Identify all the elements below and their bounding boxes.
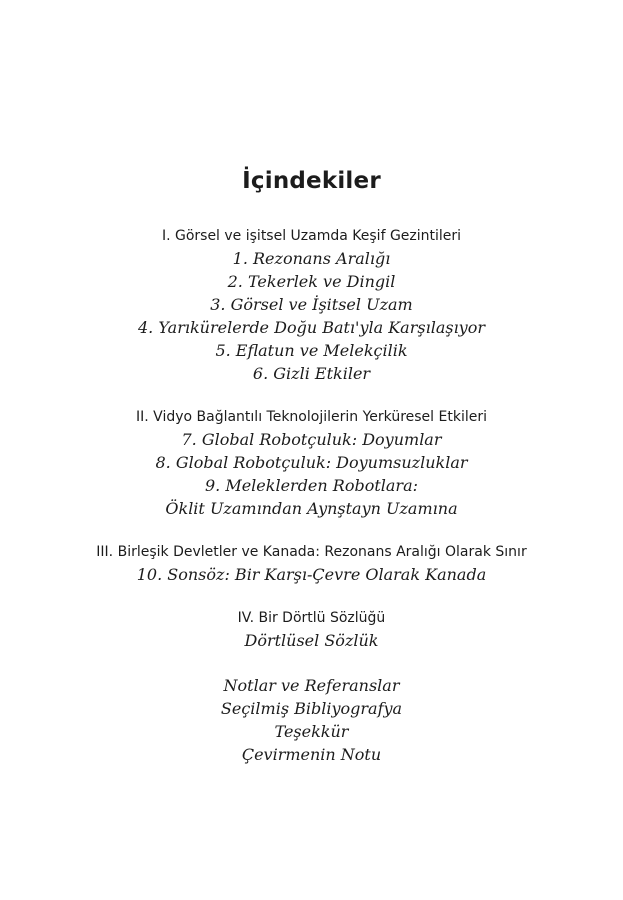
chapter-entry: 2. Tekerlek ve Dingil (227, 272, 396, 291)
section-spacer (0, 385, 623, 407)
chapter-entry: 9. Meleklerden Robotlara: (204, 476, 419, 495)
section-spacer (0, 586, 623, 608)
chapter-entry: 10. Sonsöz: Bir Karşı-Çevre Olarak Kanada (136, 565, 487, 584)
page-title: İçindekiler (242, 168, 381, 194)
section-spacer (0, 520, 623, 542)
back-matter-entry: Çevirmenin Notu (241, 745, 382, 764)
part-heading-4: IV. Bir Dörtlü Sözlüğü (237, 610, 386, 626)
chapter-entry: Öklit Uzamından Aynştayn Uzamına (165, 499, 458, 518)
back-matter-entry: Teşekkür (274, 722, 349, 741)
chapter-entry: 5. Eflatun ve Melekçilik (215, 341, 408, 360)
chapter-entry: 1. Rezonans Aralığı (232, 249, 391, 268)
part-heading-2: II. Vidyo Bağlantılı Teknolojilerin Yerküresel Etkileri (136, 409, 487, 425)
back-matter-entry: Seçilmiş Bibliyografya (220, 699, 403, 718)
part-heading-3: III. Birleşik Devletler ve Kanada: Rezonans Aralığı Olarak Sınır (96, 544, 527, 560)
chapter-entry: 6. Gizli Etkiler (252, 364, 371, 383)
part-heading-1: I. Görsel ve işitsel Uzamda Keşif Gezintileri (161, 228, 462, 244)
chapter-entry: Dörtlüsel Sözlük (244, 631, 379, 650)
table-of-contents (0, 226, 623, 766)
chapter-entry: 3. Görsel ve İşitsel Uzam (210, 295, 413, 314)
back-matter-entry: Notlar ve Referanslar (223, 676, 400, 695)
chapter-entry: 7. Global Robotçuluk: Doyumlar (181, 430, 442, 449)
chapter-entry: 8. Global Robotçuluk: Doyumsuzluklar (155, 453, 468, 472)
chapter-entry: 4. Yarıkürelerde Doğu Batı'yla Karşılaşıyor (137, 318, 485, 337)
section-spacer (0, 652, 623, 674)
